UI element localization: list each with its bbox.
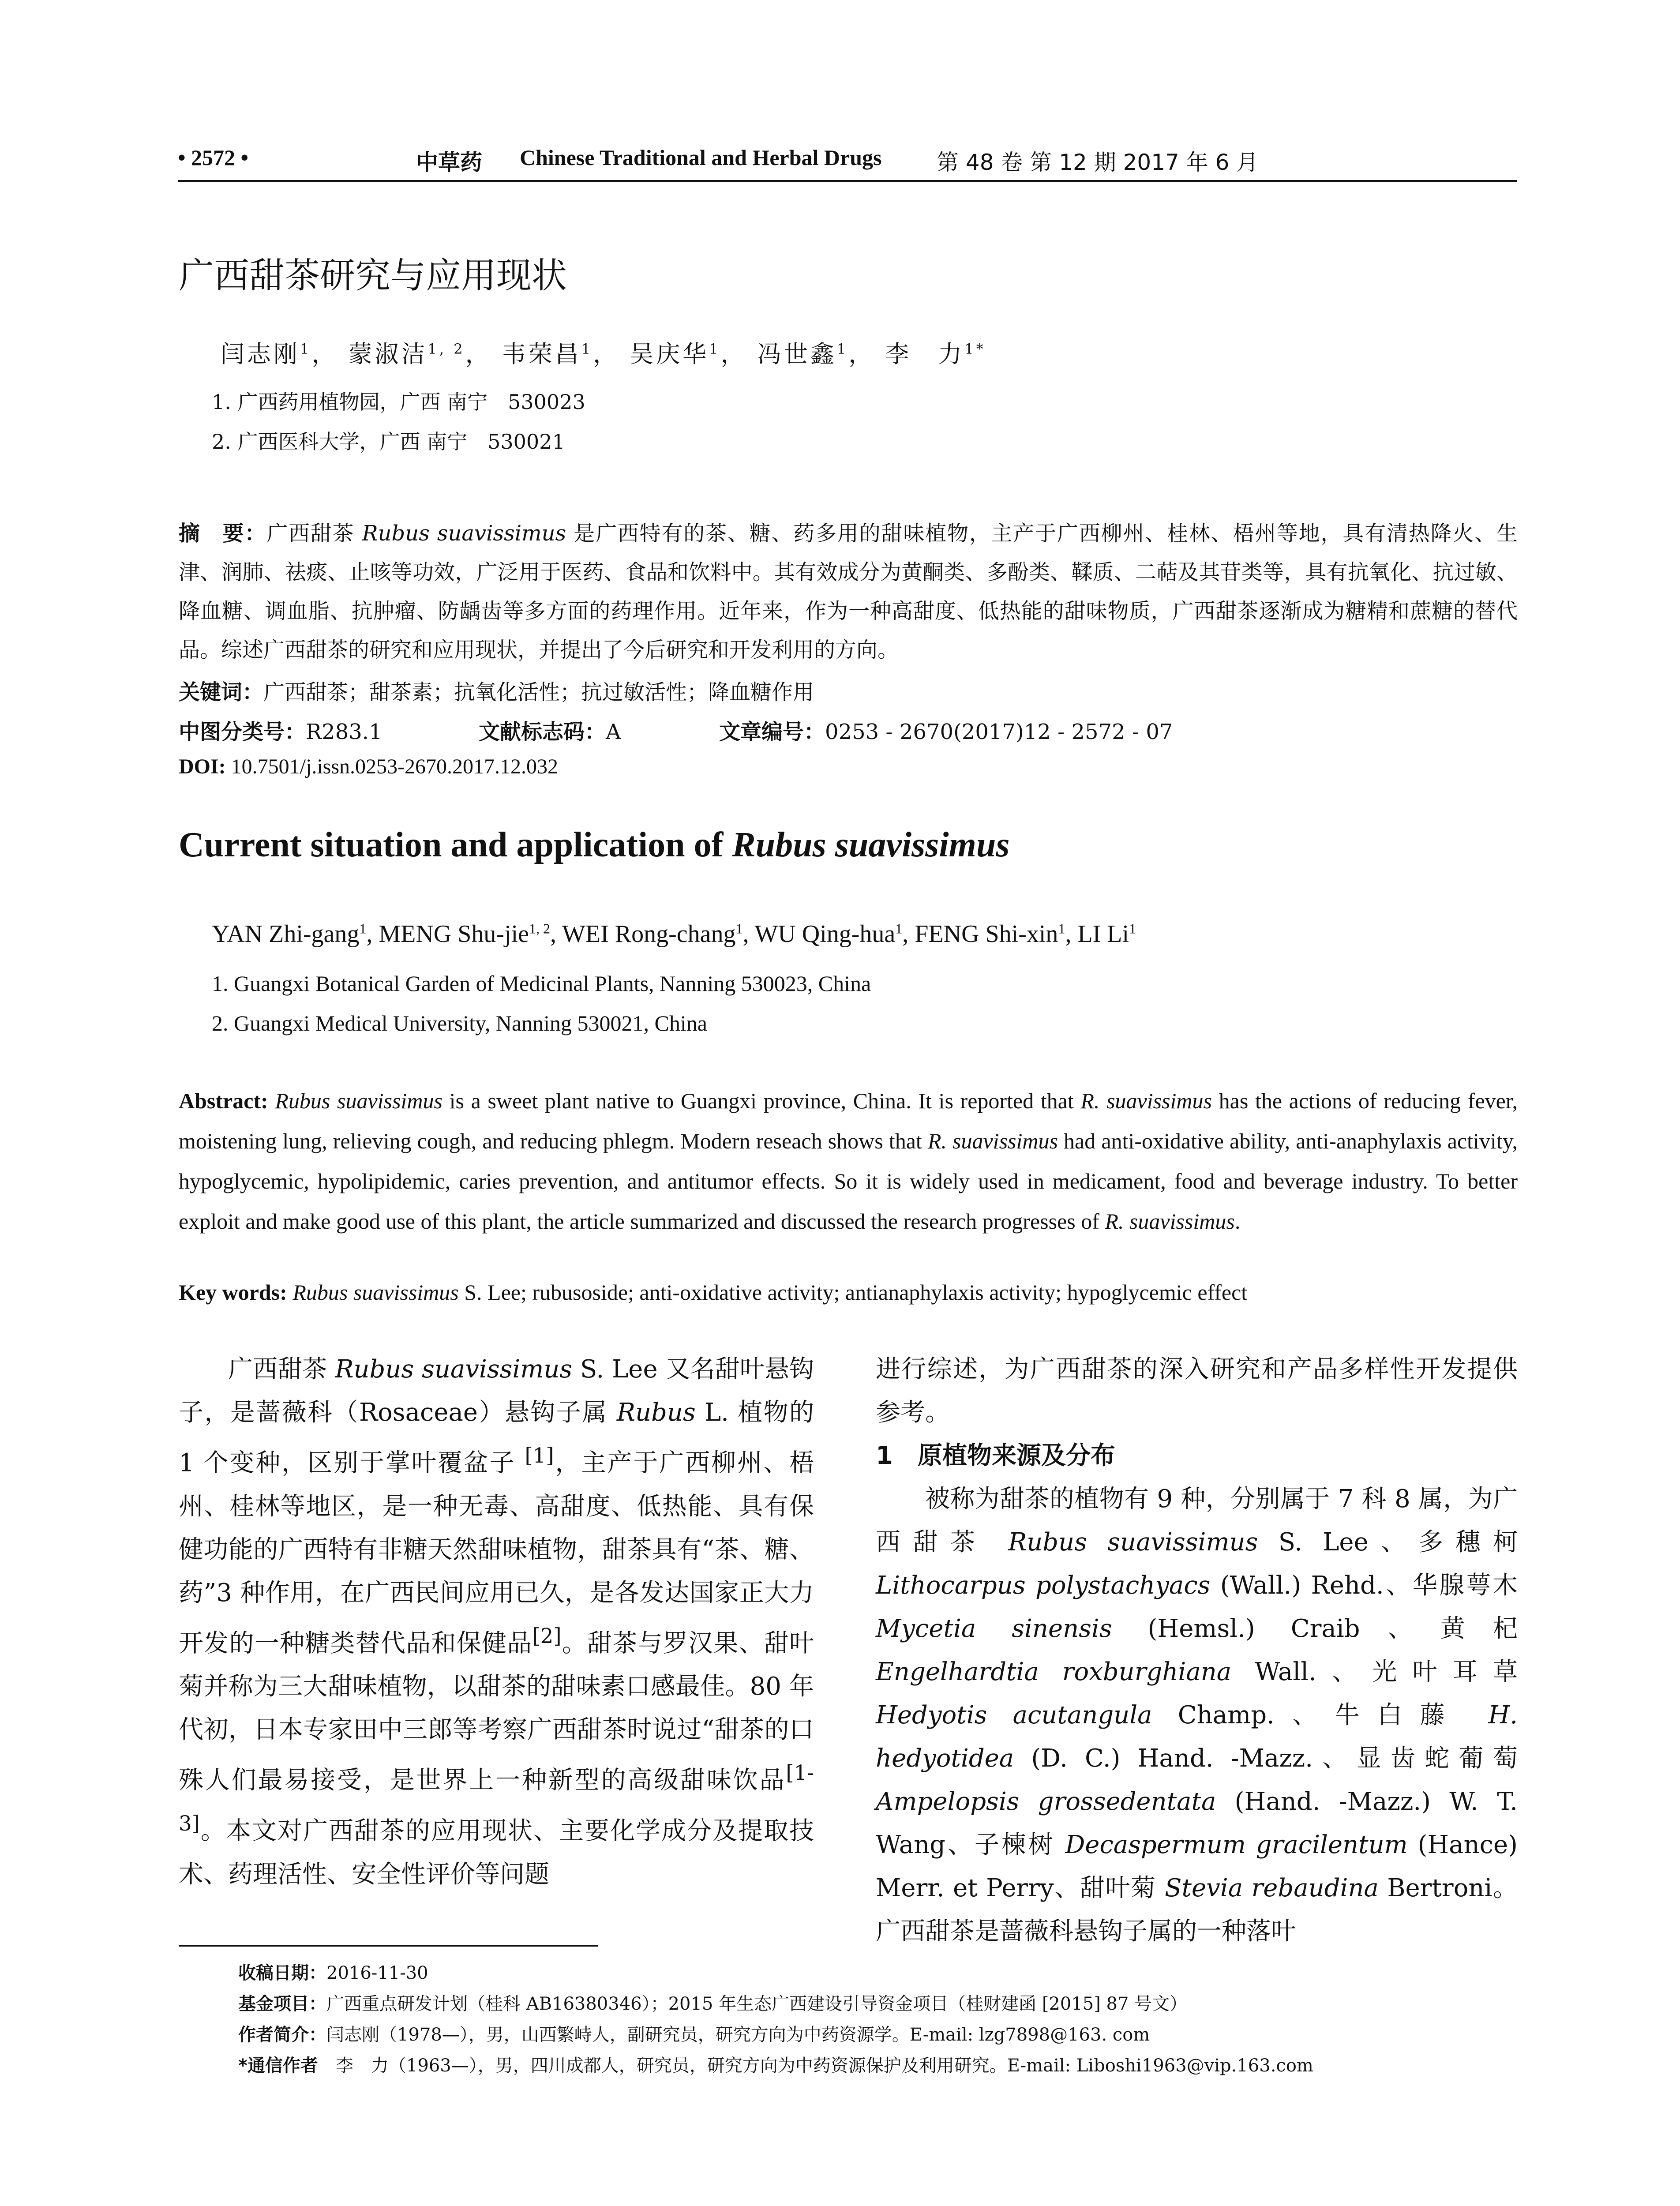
author-affiliation-mark: 1 <box>735 920 743 937</box>
footnote-text: 2016-11-30 <box>326 1963 428 1983</box>
footnote-text: 广西重点研发计划（桂科 AB16380346）；2015 年生态广西建设引导资金项目（桂财建函 [2015] 87 号文） <box>326 1994 1188 2014</box>
doi-value: 10.7501/j.issn.0253-2670.2017.12.032 <box>231 755 559 778</box>
species-name: Rubus suavissimus <box>1008 1528 1258 1557</box>
body-text: L. 植物的 1 个变种，区别于掌叶覆盆子 <box>179 1398 814 1478</box>
body-text: (D. C.) Hand. -Mazz.、显齿蛇葡萄 <box>1014 1744 1518 1773</box>
species-name: Engelhardtia roxburghiana <box>876 1658 1232 1686</box>
body-text: (Hemsl.) Craib、黄杞 <box>1112 1614 1518 1643</box>
body-text: 广西甜茶 <box>228 1355 335 1384</box>
footnote-corresponding-author <box>238 2052 1313 2077</box>
author-name: YAN Zhi-gang <box>212 920 360 948</box>
abstract-en-text: has the actions of reducing fever, moistening lung, relieving cough, and reducing phlegm. Modern reseach shows that <box>179 1088 1518 1153</box>
running-header <box>178 140 1517 182</box>
clc-value: R283.1 <box>306 720 382 744</box>
abstract-en-text: is a sweet plant native to Guangxi province, China. It is reported that <box>442 1088 1081 1113</box>
species-name: R. suavissimus <box>1080 1088 1212 1113</box>
body-text: S. Lee、多穗柯 <box>1258 1528 1518 1557</box>
clc-label: 中图分类号： <box>179 720 306 744</box>
author-affiliation-mark: 1, 2 <box>529 920 551 937</box>
affiliation-cn: 1. 广西药用植物园，广西 南宁 530023 <box>212 390 585 414</box>
abstract-en-label: Abstract: <box>179 1088 268 1113</box>
doc-code-label: 文献标志码： <box>479 720 606 744</box>
journal-issue: 第 48 卷 第 12 期 2017 年 6 月 <box>937 150 1259 175</box>
author-name: LI Li <box>1077 920 1129 948</box>
body-text: Wall.、光叶耳草 <box>1231 1658 1518 1686</box>
footnote-text: 李 力（1963—），男，四川成都人，研究员，研究方向为中药资源保护及利用研究。E-mail: Liboshi1963@vip.163.com <box>318 2056 1313 2076</box>
body-text: (Wall.) Rehd.、华腺萼木 <box>1210 1571 1518 1600</box>
footnote-label: *通信作者 <box>238 2056 318 2076</box>
citation: [2] <box>532 1624 562 1648</box>
body-text: (Hand. -Mazz.) W. T. Wang、子楝树 <box>876 1787 1518 1859</box>
author-affiliation-mark: 1 <box>1058 920 1065 937</box>
footnote-rule <box>179 1945 598 1947</box>
title-en-text: Current situation and application of <box>179 825 732 864</box>
author-affiliation-mark: 1* <box>964 341 986 357</box>
abstract-cn-label: 摘 要： <box>179 521 267 546</box>
body-text: S. Lee 又名甜叶悬钩子，是蔷薇科（Rosaceae）悬钩子属 <box>179 1355 814 1427</box>
body-text: ，主产于广西柳州、梧州、桂林等地区，是一种无毒、高甜度、低热能、具有保健功能的广西特有非糖天然甜味植物，甜茶具有“茶、糖、药”3 种作用，在广西民间应用已久，是各发达国家正大力开发的一种糖类替代品和保健品 <box>179 1448 814 1658</box>
title-en-species: Rubus suavissimus <box>732 825 1010 864</box>
footnote-author-bio <box>238 2021 1150 2046</box>
author-name: 李 力 <box>885 340 965 368</box>
citation: [1] <box>525 1444 554 1468</box>
species-name: Rubus suavissimus <box>335 1355 573 1384</box>
article-number-label: 文章编号： <box>719 720 825 744</box>
article-title-en <box>179 825 1009 865</box>
author-name: WU Qing-hua <box>754 920 896 948</box>
body-text: 进行综述，为广西甜茶的深入研究和产品多样性开发提供参考。 <box>876 1355 1518 1427</box>
author-affiliation-mark: 1, 2 <box>428 341 465 357</box>
keywords-cn-text: 广西甜茶；甜茶素；抗氧化活性；抗过敏活性；降血糖作用 <box>263 680 814 705</box>
doi-label: DOI: <box>179 755 226 778</box>
author-name: MENG Shu-jie <box>379 920 529 948</box>
species-name: Ampelopsis grossedentata <box>876 1787 1216 1816</box>
keywords-en-text: S. Lee; rubusoside; anti-oxidative activity; antianaphylaxis activity; hypoglycemic effect <box>458 1280 1248 1305</box>
author-affiliation-mark: 1 <box>895 920 903 937</box>
journal-name-cn: 中草药 <box>416 150 482 175</box>
species-name: Hedyotis acutangula <box>876 1701 1152 1730</box>
author-affiliation-mark: 1 <box>709 341 721 357</box>
keywords-en <box>179 1279 1247 1305</box>
abstract-en <box>179 1081 1518 1242</box>
affiliation-en: 2. Guangxi Medical University, Nanning 530021, China <box>212 1011 707 1035</box>
abstract-cn <box>179 514 1518 669</box>
article-number <box>719 715 1173 745</box>
author-affiliation-mark: 1 <box>836 341 849 357</box>
author-affiliation-mark: 1 <box>1129 920 1136 937</box>
doc-code-value: A <box>606 720 621 744</box>
keywords-en-label: Key words: <box>179 1280 287 1305</box>
species-name: Rubus suavissimus <box>275 1088 442 1113</box>
footnote-label: 作者简介： <box>238 2025 326 2045</box>
author-affiliation-mark: 1 <box>581 341 593 357</box>
author-name: WEI Rong-chang <box>562 920 736 948</box>
abstract-cn-text: 是广西特有的茶、糖、药多用的甜味植物，主产于广西柳州、桂林、梧州等地，具有清热降火、生津、润肺、祛痰、止咳等功效，广泛用于医药、食品和饮料中。其有效成分为黄酮类、多酚类、鞣质、二萜及其苷类等，具有抗氧化、抗过敏、降血糖、调血脂、抗肿瘤、防龋齿等多方面的药理作用。近年来，作为一种高甜度、低热能的甜味物质，广西甜茶逐渐成为糖精和蔗糖的替代品。综述广西甜茶的研究和应用现状，并提出了今后研究和开发利用的方向。 <box>179 521 1518 662</box>
citation: [1-3] <box>179 1761 814 1836</box>
section-heading: 1 原植物来源及分布 <box>876 1441 1115 1470</box>
species-name: Rubus suavissimus <box>292 1280 459 1305</box>
author-name: 韦荣昌 <box>502 340 581 368</box>
species-name: Mycetia sinensis <box>876 1614 1112 1643</box>
keywords-cn-label: 关键词： <box>179 680 264 705</box>
author-name: 闫志刚 <box>221 340 300 368</box>
doi-line <box>179 754 558 779</box>
body-text: (Hance) Merr. et Perry、甜叶菊 <box>876 1831 1518 1902</box>
page-number: • 2572 • <box>178 145 249 170</box>
author-affiliation-mark: 1 <box>300 341 312 357</box>
affiliation-cn: 2. 广西医科大学，广西 南宁 530021 <box>212 430 565 454</box>
keywords-cn <box>179 675 814 705</box>
body-column-left <box>179 1348 814 1896</box>
classification-line <box>179 715 382 745</box>
species-name: R. suavissimus <box>927 1129 1058 1153</box>
author-name: 吴庆华 <box>630 340 709 368</box>
species-name: Lithocarpus polystachyacs <box>876 1571 1211 1600</box>
abstract-en-text: had anti-oxidative ability, anti-anaphylaxis activity, hypoglycemic, hypolipidemic, caries prevention, and antitumor effects. So it is widely used in medicament, food and beverage industry. To better exploit and make good use of this plant, the article summarized and discussed the research progresses of <box>179 1129 1518 1234</box>
author-name: FENG Shi-xin <box>915 920 1058 948</box>
abstract-en-text: . <box>1234 1209 1241 1234</box>
journal-name-en: Chinese Traditional and Herbal Drugs <box>520 145 882 170</box>
abstract-cn-text: 广西甜茶 <box>266 521 362 546</box>
author-list-cn: 闫志刚$^1$， 蒙淑洁$^{1, 2}$， 韦荣昌$^1$， 吴庆华$^1$， 冯世鑫$^1$， 李 力$^{1*}$ <box>221 340 986 368</box>
footnote-label: 基金项目： <box>238 1994 326 2014</box>
body-text: Bertroni。广西甜茶是蔷薇科悬钩子属的一种落叶 <box>876 1874 1518 1946</box>
author-affiliation-mark: 1 <box>359 920 367 937</box>
species-name: H. hedyotidea <box>876 1701 1518 1773</box>
footnote-funding <box>238 1990 1187 2015</box>
affiliation-en: 1. Guangxi Botanical Garden of Medicinal Plants, Nanning 530023, China <box>212 971 871 996</box>
body-text: 。甜茶与罗汉果、甜叶菊并称为三大甜味植物，以甜茶的甜味素口感最佳。80 年代初，日本专家田中三郎等考察广西甜茶时说过“甜茶的口殊人们最易接受，是世界上一种新型的高级甜味饮品 <box>179 1629 814 1795</box>
species-name: R. suavissimus <box>1105 1209 1235 1234</box>
footnote-label: 收稿日期： <box>238 1963 326 1983</box>
species-name: Decaspermum gracilentum <box>1065 1831 1408 1859</box>
body-column-right <box>876 1348 1518 1953</box>
author-name: 冯世鑫 <box>757 340 837 368</box>
body-text: Champ.、牛白藤 <box>1152 1701 1489 1730</box>
author-name: 蒙淑洁 <box>348 340 428 368</box>
author-list-en: YAN Zhi-gang$^1$, MENG Shu-jie$^{1, 2}$, WEI Rong-chang$^1$, WU Qing-hua$^1$, FENG Shi-xin$^1$, LI Li$^1$ <box>212 920 1136 948</box>
article-number-value: 0253 - 2670(2017)12 - 2572 - 07 <box>825 720 1173 744</box>
species-name: Stevia rebaudina <box>1165 1874 1379 1902</box>
body-text: 被称为甜茶的植物有 9 种，分别属于 7 科 8 属，为广西甜茶 <box>876 1485 1518 1557</box>
body-paragraph <box>876 1478 1518 1953</box>
doc-code <box>479 715 621 745</box>
article-title-cn: 广西甜茶研究与应用现状 <box>179 255 567 296</box>
footnote-text: 闫志刚（1978—），男，山西繁峙人，副研究员，研究方向为中药资源学。E-mail: lzg7898@163. com <box>326 2025 1150 2045</box>
body-text: 。本文对广西甜茶的应用现状、主要化学成分及提取技术、药理活性、安全性评价等问题 <box>179 1816 814 1889</box>
species-name: Rubus suavissimus <box>362 521 566 546</box>
genus-name: Rubus <box>616 1398 696 1427</box>
footnote-received <box>238 1959 428 1984</box>
